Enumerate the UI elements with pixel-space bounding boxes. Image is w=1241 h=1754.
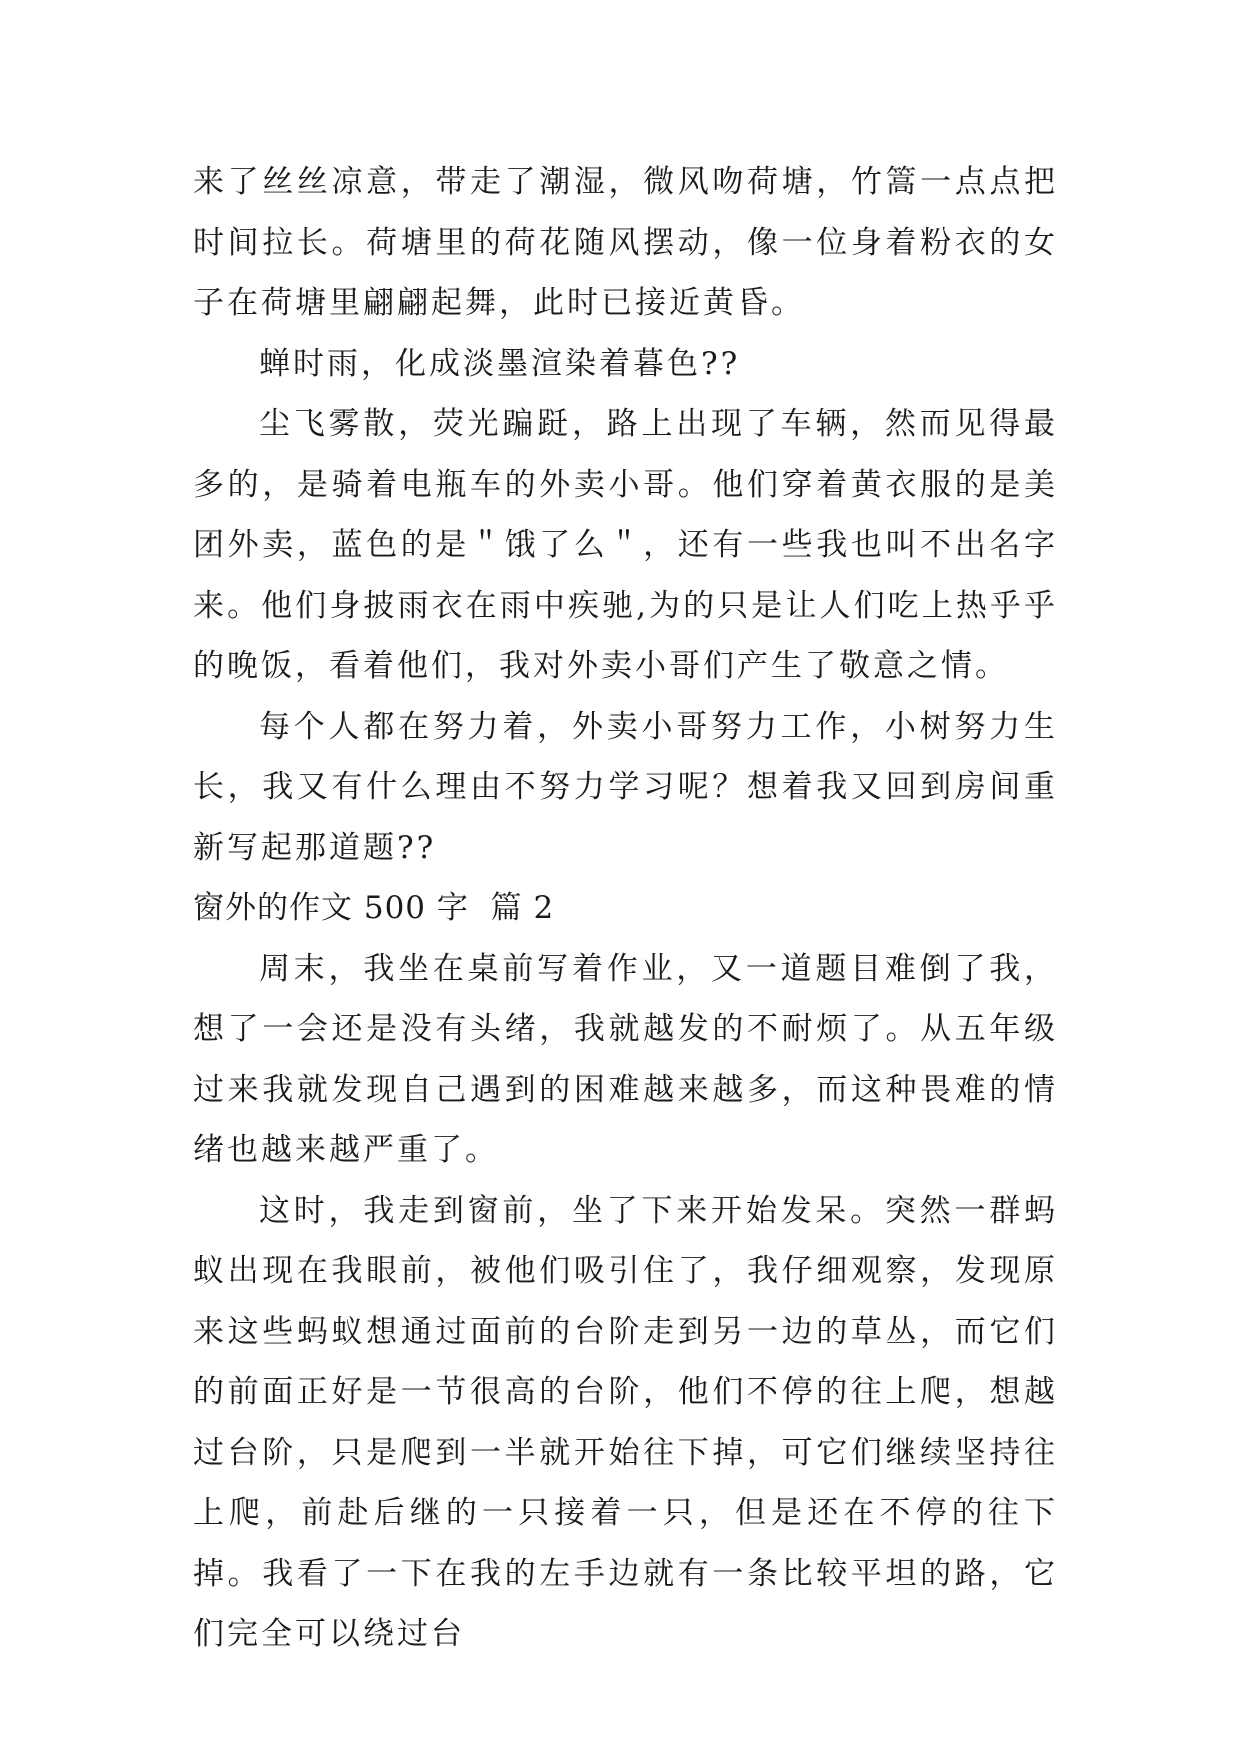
paragraph-ants: 这时，我走到窗前，坐了下来开始发呆。突然一群蚂蚁出现在我眼前，被他们吸引住了，我仔细观察，发现原来这些蚂蚁想通过面前的台阶走到另一边的草丛，而它们的前面正好是一节很高的台阶，他们不停的往上爬，想越过台阶，只是爬到一半就开始往下掉，可它们继续坚持往上爬，前赴后继的一只接着一只，但是还在不停的往下掉。我看了一下在我的左手边就有一条比较平坦的路，它们完全可以绕过台	[193, 1192, 1058, 1652]
paragraph-continued: 来了丝丝凉意，带走了潮湿，微风吻荷塘，竹篙一点点把时间拉长。荷塘里的荷花随风摆动，像一位身着粉衣的女子在荷塘里翩翩起舞，此时已接近黄昏。	[193, 164, 1058, 321]
section-heading: 窗外的作文 500 字 篇 2	[193, 890, 555, 926]
paragraph-cicada-rain: 蝉时雨，化成淡墨渲染着暮色??	[259, 345, 741, 382]
document-page	[193, 152, 1058, 1665]
paragraph-weekend-homework: 周末，我坐在桌前写着作业，又一道题目难倒了我，想了一会还是没有头绪，我就越发的不耐烦了。从五年级过来我就发现自己遇到的困难越来越多，而这种畏难的情绪也越来越严重了。	[193, 950, 1058, 1168]
paragraph-everyone-working: 每个人都在努力着，外卖小哥努力工作，小树努力生长，我又有什么理由不努力学习呢？想着我又回到房间重新写起那道题??	[193, 708, 1058, 866]
paragraph-delivery-riders: 尘飞雾散，荧光蹁跹，路上出现了车辆，然而见得最多的，是骑着电瓶车的外卖小哥。他们穿着黄衣服的是美团外卖，蓝色的是＂饿了么＂，还有一些我也叫不出名字来。他们身披雨衣在雨中疾驰,为的只是让人们吃上热乎乎的晚饭，看着他们，我对外卖小哥们产生了敬意之情。	[193, 406, 1058, 684]
